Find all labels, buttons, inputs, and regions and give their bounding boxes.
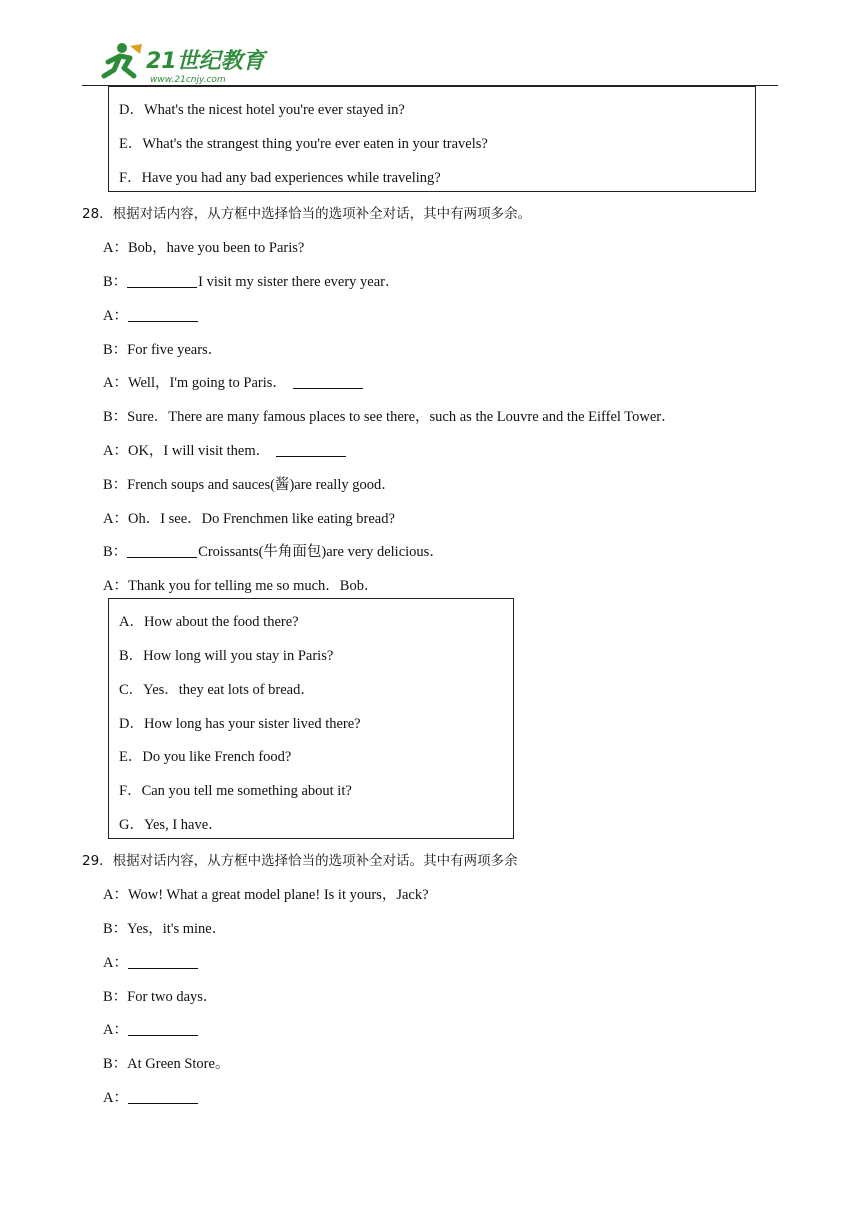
dialogue-line: B：For two days． bbox=[103, 989, 218, 1005]
dialogue-line: A： bbox=[103, 1018, 199, 1039]
dialogue-line: A：Well，I'm going to Paris． bbox=[103, 371, 363, 392]
option-d: D．What's the nicest hotel you're ever stayed in? bbox=[119, 102, 405, 118]
option-f: F．Can you tell me something about it? bbox=[119, 783, 352, 799]
dialogue-line: A：Bob，have you been to Paris? bbox=[103, 240, 305, 256]
answer-blank[interactable] bbox=[276, 442, 346, 457]
answer-blank[interactable] bbox=[127, 273, 197, 288]
options-box-28 bbox=[108, 598, 514, 839]
dialogue-line: B：French soups and sauces(酱)are really good． bbox=[103, 477, 396, 493]
question-28-title: 28．根据对话内容，从方框中选择恰当的选项补全对话，其中有两项多余。 bbox=[82, 206, 532, 222]
answer-blank[interactable] bbox=[128, 954, 198, 969]
dialogue-line: B：Yes，it's mine． bbox=[103, 921, 227, 937]
runner-icon bbox=[104, 43, 142, 76]
options-box-27 bbox=[108, 86, 756, 192]
dialogue-line: A： bbox=[103, 951, 199, 972]
option-b: B．How long will you stay in Paris? bbox=[119, 648, 334, 664]
option-d: D．How long has your sister lived there? bbox=[119, 716, 361, 732]
dialogue-line: A：OK，I will visit them． bbox=[103, 439, 346, 460]
answer-blank[interactable] bbox=[128, 1021, 198, 1036]
page-header bbox=[0, 0, 860, 90]
logo-sub: www.21cnjy.com bbox=[150, 75, 226, 85]
answer-blank[interactable] bbox=[293, 374, 363, 389]
answer-blank[interactable] bbox=[128, 307, 198, 322]
option-e: E．Do you like French food? bbox=[119, 749, 292, 765]
dialogue-line: A：Thank you for telling me so much．Bob． bbox=[103, 578, 379, 594]
dialogue-line: B：At Green Store。 bbox=[103, 1056, 230, 1072]
answer-blank[interactable] bbox=[127, 543, 197, 558]
dialogue-line: A：Oh．I see．Do Frenchmen like eating bread? bbox=[103, 511, 395, 527]
dialogue-line: A： bbox=[103, 1086, 199, 1107]
dialogue-line: B：For five years． bbox=[103, 342, 223, 358]
dialogue-line: B： I visit my sister there every year． bbox=[103, 274, 400, 290]
logo-text: 21世纪教育 bbox=[146, 49, 265, 74]
dialogue-line: A： bbox=[103, 304, 199, 325]
option-c: C．Yes．they eat lots of bread． bbox=[119, 682, 315, 698]
option-f: F．Have you had any bad experiences while traveling? bbox=[119, 170, 441, 186]
answer-blank[interactable] bbox=[128, 1089, 198, 1104]
dialogue-line: B：Sure．There are many famous places to see there，such as the Louvre and the Eiffel Tower． bbox=[103, 409, 676, 425]
logo bbox=[100, 40, 270, 86]
dialogue-line: B： Croissants(牛角面包)are very delicious． bbox=[103, 544, 444, 560]
option-e: E．What's the strangest thing you're ever eaten in your travels? bbox=[119, 136, 488, 152]
option-g: G．Yes, I have． bbox=[119, 817, 223, 833]
question-29-title: 29．根据对话内容，从方框中选择恰当的选项补全对话。其中有两项多余 bbox=[82, 853, 518, 869]
option-a: A．How about the food there? bbox=[119, 614, 299, 630]
dialogue-line: A：Wow! What a great model plane! Is it yours，Jack? bbox=[103, 887, 429, 903]
